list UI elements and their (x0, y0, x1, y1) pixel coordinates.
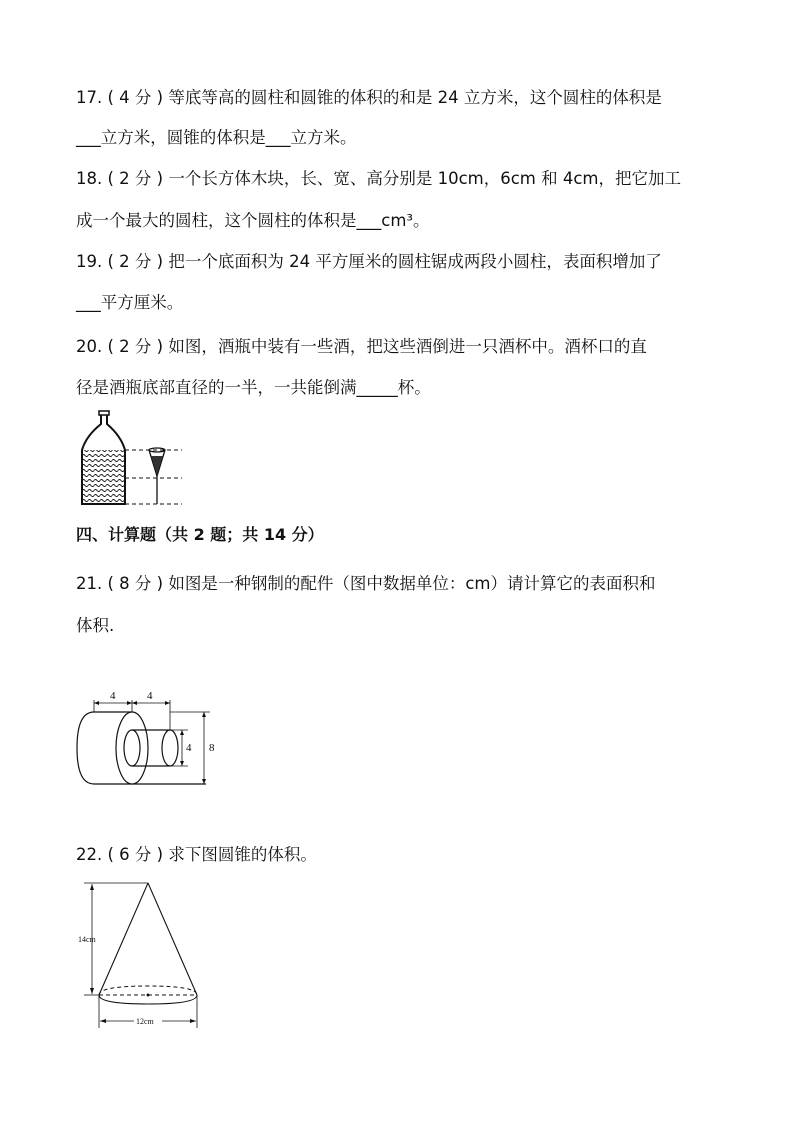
big-face (116, 712, 148, 784)
q18-line1: 18. ( 2 分 ) 一个长方体木块，长、宽、高分别是 10cm，6cm 和 4cm，把它加工 (76, 169, 681, 188)
q20-line1: 20. ( 2 分 ) 如图，酒瓶中装有一些酒，把这些酒倒进一只酒杯中。酒杯口的直 (76, 337, 647, 356)
q19-line2: ___平方厘米。 (76, 293, 184, 312)
wine-fill (83, 450, 124, 503)
dim-small-diameter: 4 (186, 742, 192, 754)
q17-line1: 17. ( 4 分 ) 等底等高的圆柱和圆锥的体积的和是 24 立方米，这个圆柱的体积是 (76, 88, 662, 107)
dim-right-length: 4 (147, 690, 153, 702)
q17-line2: ___立方米，圆锥的体积是___立方米。 (76, 128, 357, 147)
q20-line2: 径是酒瓶底部直径的一半，一共能倒满_____杯。 (76, 378, 431, 397)
bottle-glass-figure (70, 408, 190, 508)
steel-part-figure (72, 688, 232, 788)
wine-glass-icon (149, 448, 165, 504)
cone-diameter-label: 12cm (136, 1017, 154, 1026)
dim-left-length: 4 (110, 690, 116, 702)
section-heading: 四、计算题（共 2 题；共 14 分） (76, 525, 324, 544)
q18-line2: 成一个最大的圆柱，这个圆柱的体积是___cm³。 (76, 211, 430, 230)
q22-line1: 22. ( 6 分 ) 求下图圆锥的体积。 (76, 845, 317, 864)
small-face (162, 730, 178, 766)
q19-line1: 19. ( 2 分 ) 把一个底面积为 24 平方厘米的圆柱锯成两段小圆柱，表面积增加了 (76, 252, 662, 271)
cone-figure (74, 878, 214, 1033)
q21-line1: 21. ( 8 分 ) 如图是一种钢制的配件（图中数据单位：cm）请计算它的表面积和 (76, 574, 656, 593)
dim-big-diameter: 8 (209, 742, 215, 754)
q21-line2: 体积. (76, 616, 115, 635)
cone-height-label: 14cm (78, 935, 96, 944)
